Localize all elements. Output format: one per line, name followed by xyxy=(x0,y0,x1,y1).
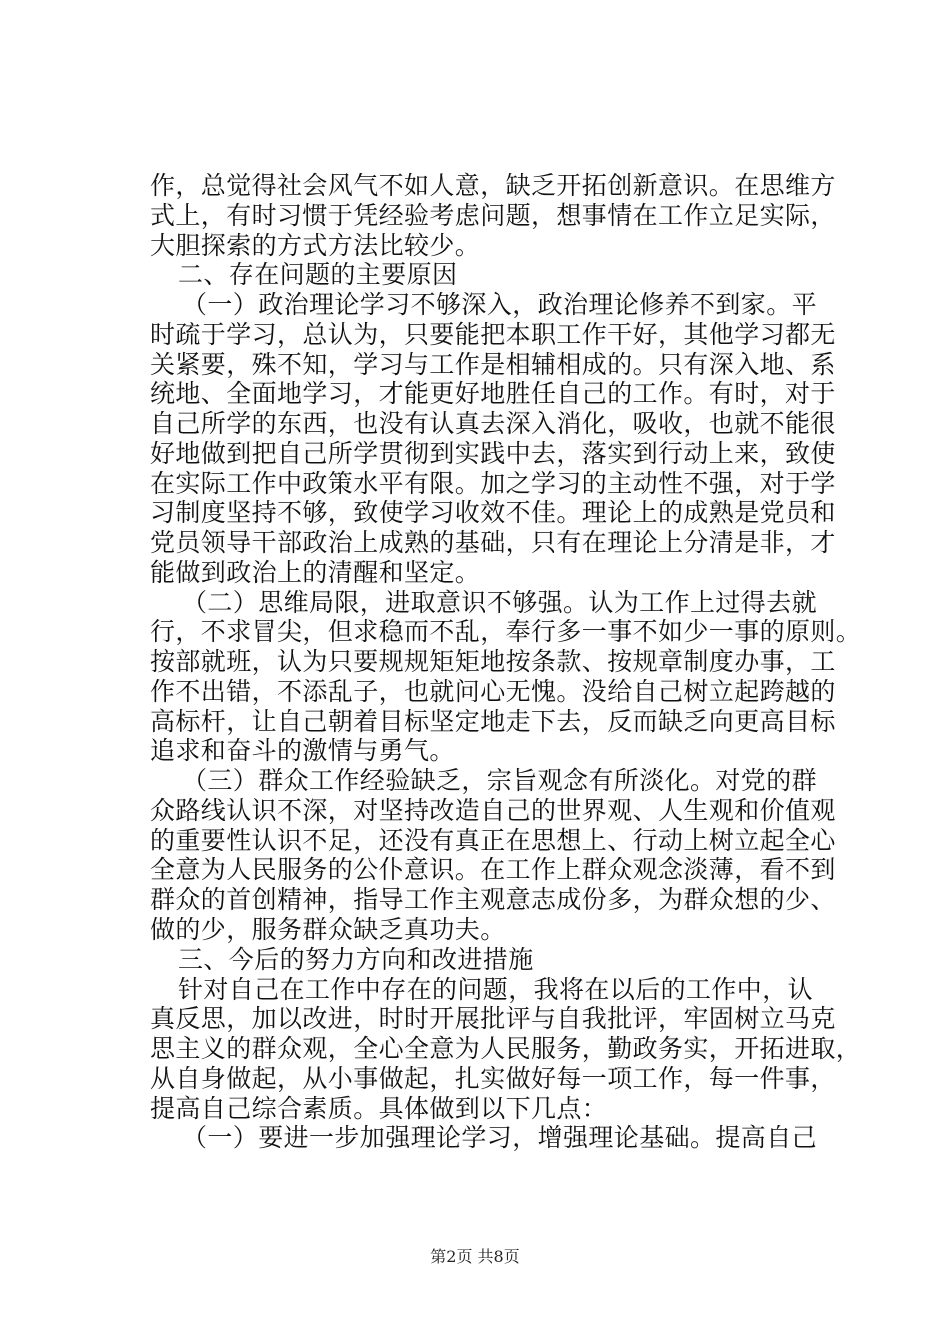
text-line: 做的少，服务群众缺乏真功夫。 xyxy=(150,915,506,944)
text-line: 针对自己在工作中存在的问题，我将在以后的工作中，认 xyxy=(178,974,814,1004)
text-line: 作，总觉得社会风气不如人意，缺乏开拓创新意识。在思维方 xyxy=(150,171,836,200)
text-line: 在实际工作中政策水平有限。加之学习的主动性不强，对于学 xyxy=(150,468,836,498)
text-line: 党员领导干部政治上成熟的基础，只有在理论上分清是非，才 xyxy=(150,528,836,558)
text-line: 全意为人民服务的公仆意识。在工作上群众观念淡薄，看不到 xyxy=(150,855,836,885)
text-line: 提高自己综合素质。具体做到以下几点： xyxy=(150,1093,608,1123)
text-line: 真反思，加以改进，时时开展批评与自我批评，牢固树立马克 xyxy=(150,1004,836,1034)
text-line: 作不出错，不添乱子，也就问心无愧。没给自己树立起跨越的 xyxy=(150,676,836,706)
text-line: 思主义的群众观，全心全意为人民服务，勤政务实，开拓进取， xyxy=(150,1034,862,1064)
text-line: （三）群众工作经验缺乏，宗旨观念有所淡化。对党的群 xyxy=(182,766,818,796)
text-line: （一）要进一步加强理论学习，增强理论基础。提高自己 xyxy=(182,1123,818,1153)
text-line: 众路线认识不深，对坚持改造自己的世界观、人生观和价值观 xyxy=(150,795,836,825)
text-line: 自己所学的东西，也没有认真去深入消化，吸收，也就不能很 xyxy=(150,409,836,439)
text-line: （二）思维局限，进取意识不够强。认为工作上过得去就 xyxy=(182,587,818,617)
text-line: 群众的首创精神，指导工作主观意志成份多，为群众想的少、 xyxy=(150,885,836,915)
page-footer: 第2页 共8页 xyxy=(430,1247,520,1266)
text-line: 三、今后的努力方向和改进措施 xyxy=(178,944,534,974)
text-line: 的重要性认识不足，还没有真正在思想上、行动上树立起全心 xyxy=(150,825,836,855)
text-line: 式上，有时习惯于凭经验考虑问题，想事情在工作立足实际， xyxy=(150,200,836,230)
text-line: 二、存在问题的主要原因 xyxy=(178,260,458,290)
text-line: 统地、全面地学习，才能更好地胜任自己的工作。有时，对于 xyxy=(150,379,836,409)
text-line: 大胆探索的方式方法比较少。 xyxy=(150,230,481,260)
text-line: 高标杆，让自己朝着目标坚定地走下去，反而缺乏向更高目标 xyxy=(150,706,836,736)
text-line: 从自身做起，从小事做起，扎实做好每一项工作，每一件事， xyxy=(150,1063,836,1093)
text-line: 关紧要，殊不知，学习与工作是相辅相成的。只有深入地、系 xyxy=(150,349,836,379)
text-line: 能做到政治上的清醒和坚定。 xyxy=(150,557,481,587)
text-line: （一）政治理论学习不够深入，政治理论修养不到家。平 xyxy=(182,290,818,320)
text-line: 时疏于学习，总认为，只要能把本职工作干好，其他学习都无 xyxy=(150,319,836,349)
text-line: 习制度坚持不够，致使学习收效不佳。理论上的成熟是党员和 xyxy=(150,498,836,528)
text-line: 追求和奋斗的激情与勇气。 xyxy=(150,736,455,766)
text-line: 按部就班，认为只要规规矩矩地按条款、按规章制度办事，工 xyxy=(150,647,836,677)
text-line: 好地做到把自己所学贯彻到实践中去，落实到行动上来，致使 xyxy=(150,438,836,468)
text-line: 行，不求冒尖，但求稳而不乱，奉行多一事不如少一事的原则。 xyxy=(150,617,862,647)
